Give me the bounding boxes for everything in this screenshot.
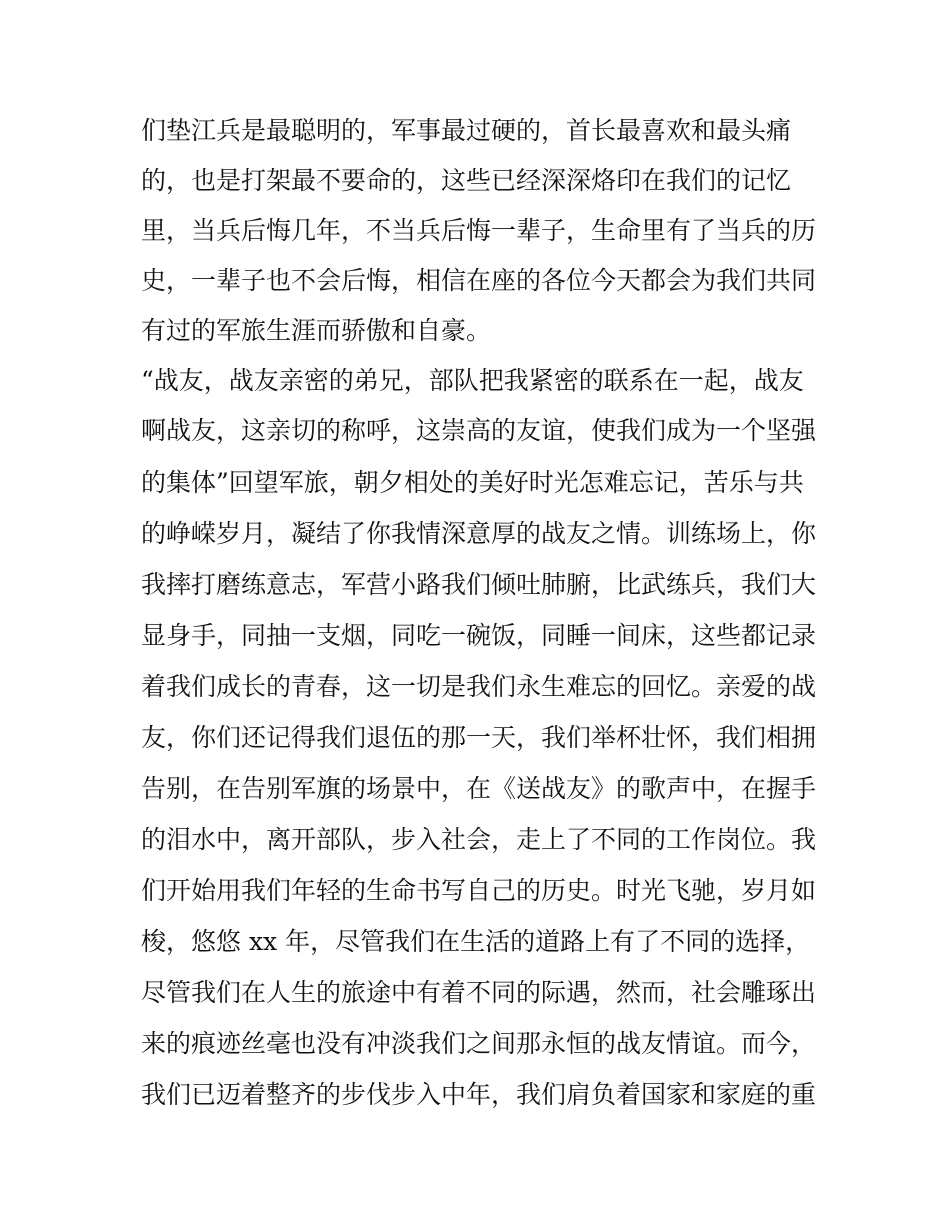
text-line: 的泪水中，离开部队，步入社会，走上了不同的工作岗位。我 [141,825,817,854]
text-line: 着我们成长的青春，这一切是我们永生难忘的回忆。亲爱的战 [141,672,817,701]
text-line: 的峥嵘岁月，凝结了你我情深意厚的战友之情。训练场上，你 [141,519,817,548]
text-line: 的，也是打架最不要命的，这些已经深深烙印在我们的记忆 [141,166,792,195]
text-line: 的集体”回望军旅，朝夕相处的美好时光怎难忘记，苦乐与共 [141,468,804,497]
text-line: 尽管我们在人生的旅途中有着不同的际遇，然而，社会雕琢出 [141,978,817,1007]
text-line: “战友，战友亲密的弟兄，部队把我紧密的联系在一起，战友 [141,366,804,395]
text-line: 我们已迈着整齐的步伐步入中年，我们肩负着国家和家庭的重 [141,1080,817,1109]
text-line: 里，当兵后悔几年，不当兵后悔一辈子，生命里有了当兵的历 [141,216,817,245]
text-line: 告别，在告别军旗的场景中，在《送战友》的歌声中，在握手 [141,774,817,803]
text-line: 们垫江兵是最聪明的，军事最过硬的，首长最喜欢和最头痛 [141,116,792,145]
text-line: 啊战友，这亲切的称呼，这崇高的友谊，使我们成为一个坚强 [141,416,817,445]
text-line: 显身手，同抽一支烟，同吃一碗饭，同睡一间床，这些都记录 [141,621,817,650]
text-line: 有过的军旅生涯而骄傲和自豪。 [141,316,492,345]
text-line: 我摔打磨练意志，军营小路我们倾吐肺腑，比武练兵，我们大 [141,570,817,599]
text-line: 梭，悠悠 xx 年，尽管我们在生活的道路上有了不同的选择， [141,927,811,956]
text-line: 们开始用我们年轻的生命书写自己的历史。时光飞驰，岁月如 [141,876,817,905]
text-line: 来的痕迹丝毫也没有冲淡我们之间那永恒的战友情谊。而今， [141,1029,817,1058]
text-line: 友，你们还记得我们退伍的那一天，我们举杯壮怀，我们相拥 [141,723,817,752]
text-line: 史，一辈子也不会后悔，相信在座的各位今天都会为我们共同 [141,266,817,295]
